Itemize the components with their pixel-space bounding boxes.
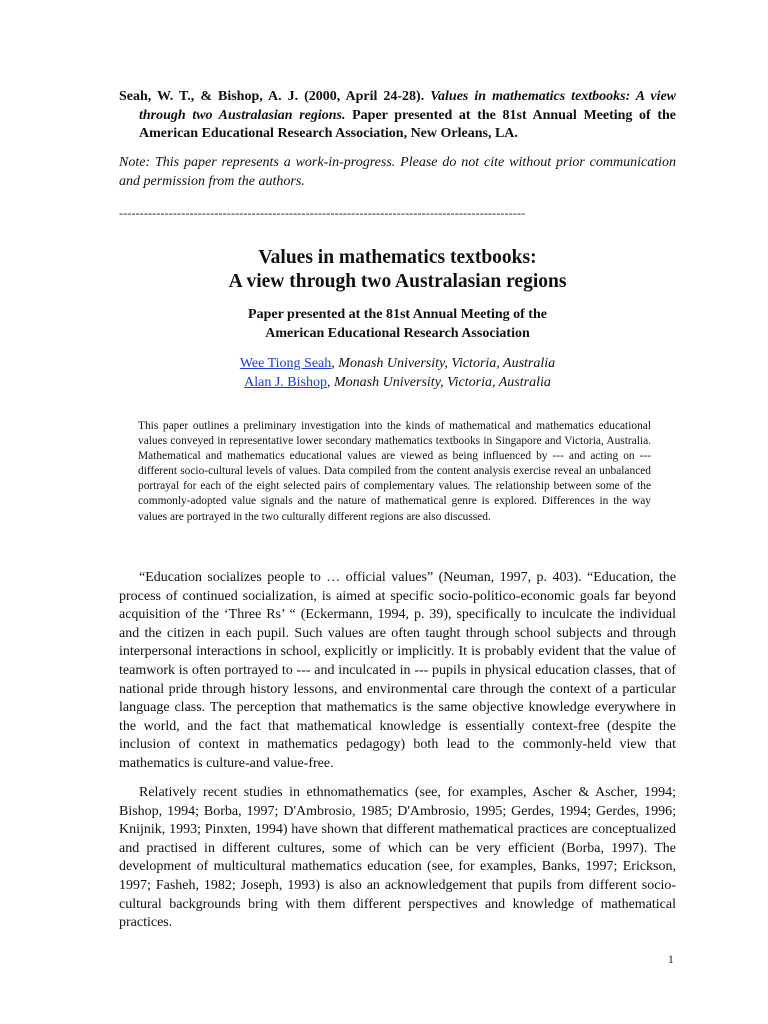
paper-subtitle	[119, 306, 676, 343]
citation-reference	[119, 88, 676, 144]
author-list	[119, 355, 676, 392]
paper-title-line-2: A view through two Australasian regions	[228, 271, 567, 292]
abstract: This paper outlines a preliminary investigation into the kinds of mathematical and mathematics educational values conveyed in representative lower secondary mathematics textbooks in Singapore and Victoria, Australia. Mathematical and mathematics educational values are viewed as being influenced by --- and acting on --- different socio-cultural levels of values. Data compiled from the content analysis exercise reveal an unbalanced portrayal for each of the eight selected pairs of complementary values. The relationship between some of the commonly-adopted value signals and the nature of mathematical genre is explored. Differences in the way values are portrayed in the two culturally different regions are also discussed.	[138, 420, 651, 523]
citation-authors-date: Seah, W. T., & Bishop, A. J. (2000, April 24-28).	[119, 89, 425, 104]
paper-title-line-1: Values in mathematics textbooks:	[258, 247, 537, 268]
author-link-bishop[interactable]: Alan J. Bishop	[244, 374, 327, 390]
paper-subtitle-line-2: American Educational Research Association	[265, 325, 530, 341]
author-entry	[119, 355, 676, 374]
body-paragraph-1: “Education socializes people to … official values” (Neuman, 1997, p. 403). “Education, the process of continued socialization, is aimed at specific socio-politico-economic goals far beyond acquisition of the ‘Three Rs’ “ (Eckermann, 1994, p. 39), specifically to inculcate the individual and the citizen in each pupil. Such values are often taught through school subjects and through interpersonal interactions in school, explicitly or implicitly. It is probably evident that the value of teamwork is often portrayed to --- and inculcated in --- pupils in physical education classes, that of national pride through history lessons, and environmental care through the context of a particular language class. The perception that mathematics is the same objective knowledge everywhere in the world, and the fact that mathematical knowledge is essentially context-free (despite the inclusion of context in mathematics pedagogy) both lead to the commonly-held view that mathematics is culture-and value-free.	[119, 570, 676, 771]
section-divider: --------------------------------------------------------------------------------------------------	[119, 206, 526, 220]
citation-text	[119, 88, 676, 144]
paper-subtitle-line-1: Paper presented at the 81st Annual Meeting of the	[248, 307, 547, 322]
author-entry	[119, 374, 676, 393]
work-in-progress-note: Note: This paper represents a work-in-progress. Please do not cite without prior communication and permission from the authors.	[119, 155, 676, 189]
author-link-seah[interactable]: Wee Tiong Seah	[239, 356, 332, 371]
citation-title: Values in mathematics textbooks: A view through two Australasian regions.	[139, 89, 677, 123]
author-affiliation: , Monash University, Victoria, Australia	[331, 356, 556, 371]
paper-title	[119, 246, 676, 294]
author-affiliation: , Monash University, Victoria, Australia	[326, 374, 551, 390]
citation-venue: Paper presented at the 81st Annual Meeting of the American Educational Research Association, New Orleans, LA.	[139, 107, 676, 142]
body-paragraph-2: Relatively recent studies in ethnomathematics (see, for examples, Ascher & Ascher, 1994; Bishop, 1994; Borba, 1997; D'Ambrosio, 1985; D'Ambrosio, 1995; Gerdes, 1994; Gerdes, 1996; Knijnik, 1993; Pinxten, 1994) have shown that different mathematical practices are conceptualized and practised in different cultures, some of which can be very efficient (Borba, 1997). The development of multicultural mathematics education (see, for examples, Banks, 1997; Erickson, 1997; Fasheh, 1982; Joseph, 1993) is also an acknowledgement that pupils from different socio-cultural backgrounds bring with them different perspectives and knowledge of mathematical practices.	[119, 785, 676, 931]
page-number: 1	[668, 954, 674, 966]
